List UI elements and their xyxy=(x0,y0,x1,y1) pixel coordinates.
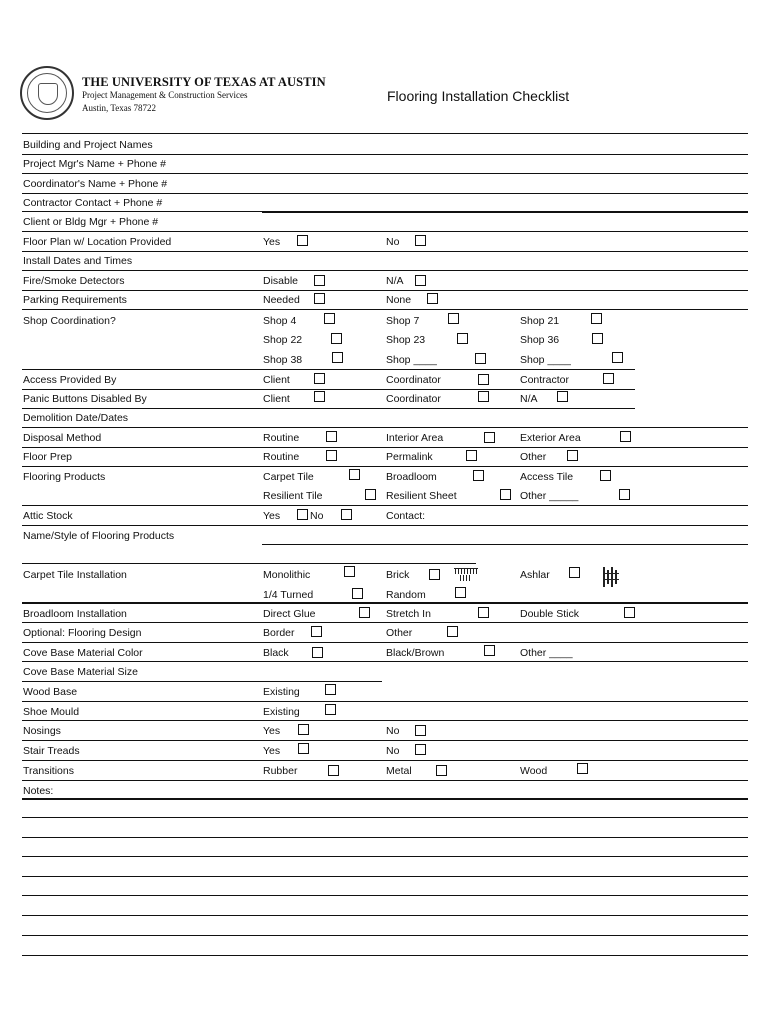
rule xyxy=(22,563,476,564)
notes-line[interactable] xyxy=(22,798,748,800)
option-label: Stretch In xyxy=(386,608,431,620)
option-label: Permalink xyxy=(386,451,433,463)
option-label: Shop 7 xyxy=(386,315,420,327)
rule xyxy=(22,389,635,390)
option-label: No xyxy=(386,236,400,248)
option-label: 1/4 Turned xyxy=(263,589,314,601)
checkbox-cove-black-brown[interactable] xyxy=(484,645,495,656)
checkbox-panic-coordinator[interactable] xyxy=(478,391,489,402)
option-label: Existing xyxy=(263,706,300,718)
option-label: Needed xyxy=(263,294,300,306)
option-label: Direct Glue xyxy=(263,608,316,620)
option-label: Client xyxy=(263,374,290,386)
option-label: Shop 22 xyxy=(263,334,303,346)
option-label: Contractor xyxy=(520,374,570,386)
checkbox-design-other[interactable] xyxy=(447,626,458,637)
checkbox-fire-na[interactable] xyxy=(415,275,426,286)
checkbox-stair-yes[interactable] xyxy=(298,743,309,754)
checkbox-stretch-in[interactable] xyxy=(478,607,489,618)
label-floor-plan: Floor Plan w/ Location Provided xyxy=(23,236,172,248)
option-label: Broadloom xyxy=(386,471,437,483)
notes-line[interactable] xyxy=(22,955,748,956)
label-attic-stock: Attic Stock xyxy=(23,510,73,522)
checkbox-panic-na[interactable] xyxy=(557,391,568,402)
checkbox-direct-glue[interactable] xyxy=(359,607,370,618)
checkbox-carpet-tile[interactable] xyxy=(349,469,360,480)
checkbox-parking-needed[interactable] xyxy=(314,293,325,304)
notes-line[interactable] xyxy=(22,915,748,916)
label-install-dates: Install Dates and Times xyxy=(23,255,133,267)
notes-line[interactable] xyxy=(22,876,748,877)
field-label-building: Building and Project Names xyxy=(23,139,153,151)
option-label: Other ____ xyxy=(520,647,573,659)
rule xyxy=(22,466,748,467)
university-seal-logo xyxy=(20,66,74,120)
rule xyxy=(22,661,748,662)
field-line-coordinator[interactable] xyxy=(22,193,748,194)
option-label: Random xyxy=(386,589,426,601)
label-parking: Parking Requirements xyxy=(23,294,127,306)
option-label: Rubber xyxy=(263,765,298,777)
checkbox-shop-36[interactable] xyxy=(592,333,603,344)
notes-line[interactable] xyxy=(22,935,748,936)
option-label: Resilient Tile xyxy=(263,490,323,502)
rule xyxy=(22,681,382,682)
checkbox-prep-other[interactable] xyxy=(567,450,578,461)
option-label: Coordinator xyxy=(386,393,441,405)
option-label: N/A xyxy=(386,275,404,287)
rule xyxy=(262,211,748,213)
checkbox-shop-other-1[interactable] xyxy=(475,353,486,364)
checkbox-double-stick[interactable] xyxy=(624,607,635,618)
checkbox-shoe-mould-existing[interactable] xyxy=(325,704,336,715)
rule xyxy=(22,642,748,643)
option-label: N/A xyxy=(520,393,538,405)
label-fire-smoke: Fire/Smoke Detectors xyxy=(23,275,125,287)
rule xyxy=(22,760,748,761)
checkbox-resilient-tile[interactable] xyxy=(365,489,376,500)
checkbox-disposal-interior[interactable] xyxy=(484,432,495,443)
label-nosings: Nosings xyxy=(23,725,61,737)
checkbox-nosings-yes[interactable] xyxy=(298,724,309,735)
option-label: Double Stick xyxy=(520,608,579,620)
checkbox-parking-none[interactable] xyxy=(427,293,438,304)
checkbox-access-tile[interactable] xyxy=(600,470,611,481)
checkbox-access-contractor[interactable] xyxy=(603,373,614,384)
label-carpet-tile-installation: Carpet Tile Installation xyxy=(23,569,127,581)
checkbox-panic-client[interactable] xyxy=(314,391,325,402)
checkbox-shop-7[interactable] xyxy=(448,313,459,324)
option-label: No xyxy=(386,725,400,737)
rule xyxy=(22,408,635,409)
option-label: Client xyxy=(263,393,290,405)
label-flooring-design: Optional: Flooring Design xyxy=(23,627,142,639)
document-title: Flooring Installation Checklist xyxy=(387,88,570,104)
label-access-provided: Access Provided By xyxy=(23,374,117,386)
option-label: Ashlar xyxy=(520,569,550,581)
checkbox-attic-no[interactable] xyxy=(341,509,352,520)
rule xyxy=(22,369,635,370)
department-address: Austin, Texas 78722 xyxy=(82,103,156,113)
checkbox-resilient-sheet[interactable] xyxy=(500,489,511,500)
option-label: Carpet Tile xyxy=(263,471,314,483)
rule xyxy=(22,133,748,134)
option-label: Shop 21 xyxy=(520,315,560,327)
checkbox-disposal-routine[interactable] xyxy=(326,431,337,442)
label-flooring-products: Flooring Products xyxy=(23,471,106,483)
label-transitions: Transitions xyxy=(23,765,74,777)
notes-line[interactable] xyxy=(22,837,748,838)
field-label-client: Client or Bldg Mgr + Phone # xyxy=(23,216,159,228)
checkbox-monolithic[interactable] xyxy=(344,566,355,577)
option-label: Monolithic xyxy=(263,569,311,581)
option-label: Black xyxy=(263,647,289,659)
checkbox-shop-23[interactable] xyxy=(457,333,468,344)
checkbox-random[interactable] xyxy=(455,587,466,598)
checkbox-floor-plan-yes[interactable] xyxy=(297,235,308,246)
checkbox-nosings-no[interactable] xyxy=(415,725,426,736)
field-line-project-mgr[interactable] xyxy=(22,173,748,174)
label-shop-coordination: Shop Coordination? xyxy=(23,315,116,327)
rule xyxy=(22,525,748,526)
rule xyxy=(22,251,748,252)
option-label: Brick xyxy=(386,569,410,581)
field-line-name-style[interactable] xyxy=(262,544,748,545)
checkbox-stair-no[interactable] xyxy=(415,744,426,755)
checkbox-attic-yes[interactable] xyxy=(297,509,308,520)
option-label: Other xyxy=(520,451,547,463)
rule xyxy=(22,505,748,506)
checkbox-shop-22[interactable] xyxy=(331,333,342,344)
option-label: No xyxy=(386,745,400,757)
field-label-contractor: Contractor Contact + Phone # xyxy=(23,197,163,209)
checkbox-shop-21[interactable] xyxy=(591,313,602,324)
checkbox-access-coordinator[interactable] xyxy=(478,374,489,385)
rule xyxy=(22,290,748,291)
notes-line[interactable] xyxy=(22,817,748,818)
option-label: Metal xyxy=(386,765,412,777)
label-demolition: Demolition Date/Dates xyxy=(23,412,129,424)
label-name-style: Name/Style of Flooring Products xyxy=(23,530,175,542)
option-label: Routine xyxy=(263,451,300,463)
option-label: Existing xyxy=(263,686,300,698)
option-label: Other xyxy=(386,627,413,639)
option-label: Yes xyxy=(263,745,281,757)
field-line-building[interactable] xyxy=(22,154,748,155)
rule xyxy=(22,427,748,428)
rule xyxy=(22,740,748,741)
option-label: Yes xyxy=(263,725,281,737)
checkbox-prep-routine[interactable] xyxy=(326,450,337,461)
checkbox-design-border[interactable] xyxy=(311,626,322,637)
option-label: Yes xyxy=(263,236,281,248)
checkbox-fire-disable[interactable] xyxy=(314,275,325,286)
option-label: None xyxy=(386,294,412,306)
option-label: No xyxy=(310,510,324,522)
checkbox-wood-base-existing[interactable] xyxy=(325,684,336,695)
checkbox-products-other[interactable] xyxy=(619,489,630,500)
label-shoe-mould: Shoe Mould xyxy=(23,706,80,718)
field-label-coordinator: Coordinator's Name + Phone # xyxy=(23,178,168,190)
label-panic-buttons: Panic Buttons Disabled By xyxy=(23,393,147,405)
option-label: Black/Brown xyxy=(386,647,445,659)
option-label: Contact: xyxy=(386,510,426,522)
label-floor-prep: Floor Prep xyxy=(23,451,73,463)
checkbox-floor-plan-no[interactable] xyxy=(415,235,426,246)
option-label: Border xyxy=(263,627,295,639)
notes-line[interactable] xyxy=(22,856,748,857)
label-broadloom-installation: Broadloom Installation xyxy=(23,608,127,620)
option-label: Interior Area xyxy=(386,432,444,444)
rule xyxy=(22,720,748,721)
rule xyxy=(22,622,748,623)
checkbox-shop-4[interactable] xyxy=(324,313,335,324)
option-label: Other _____ xyxy=(520,490,579,502)
rule xyxy=(22,447,748,448)
option-label: Yes xyxy=(263,510,281,522)
ashlar-pattern-icon xyxy=(603,567,619,587)
checkbox-ashlar[interactable] xyxy=(569,567,580,578)
label-notes: Notes: xyxy=(23,785,54,797)
option-label: Wood xyxy=(520,765,548,777)
checkbox-transition-metal[interactable] xyxy=(436,765,447,776)
checkbox-quarter-turned[interactable] xyxy=(352,588,363,599)
checkbox-brick[interactable] xyxy=(429,569,440,580)
field-label-project-mgr: Project Mgr's Name + Phone # xyxy=(23,158,166,170)
option-label: Resilient Sheet xyxy=(386,490,457,502)
label-disposal: Disposal Method xyxy=(23,432,102,444)
department-name: Project Management & Construction Services xyxy=(82,90,248,100)
checkbox-disposal-exterior[interactable] xyxy=(620,431,631,442)
checkbox-transition-rubber[interactable] xyxy=(328,765,339,776)
rule xyxy=(22,701,748,702)
checkbox-transition-wood[interactable] xyxy=(577,763,588,774)
notes-line[interactable] xyxy=(22,895,748,896)
option-label: Shop 23 xyxy=(386,334,426,346)
checkbox-cove-black[interactable] xyxy=(312,647,323,658)
rule xyxy=(22,602,748,604)
rule xyxy=(22,309,748,310)
option-label: Shop 4 xyxy=(263,315,297,327)
option-label: Shop 38 xyxy=(263,354,303,366)
rule xyxy=(22,270,748,271)
checkbox-shop-other-2[interactable] xyxy=(612,352,623,363)
checkbox-prep-permalink[interactable] xyxy=(466,450,477,461)
checkbox-access-client[interactable] xyxy=(314,373,325,384)
option-label: Access Tile xyxy=(520,471,574,483)
option-label: Exterior Area xyxy=(520,432,581,444)
label-cove-base-size: Cove Base Material Size xyxy=(23,666,138,678)
checkbox-broadloom[interactable] xyxy=(473,470,484,481)
field-line-client[interactable] xyxy=(22,231,748,232)
option-label: Disable xyxy=(263,275,299,287)
option-label: Shop ____ xyxy=(520,354,571,366)
option-label: Routine xyxy=(263,432,300,444)
option-label: Shop 36 xyxy=(520,334,560,346)
option-label: Shop ____ xyxy=(386,354,437,366)
rule xyxy=(22,780,748,781)
brick-pattern-icon xyxy=(454,568,478,582)
label-cove-base-color: Cove Base Material Color xyxy=(23,647,143,659)
label-wood-base: Wood Base xyxy=(23,686,78,698)
checkbox-shop-38[interactable] xyxy=(332,352,343,363)
university-name: THE UNIVERSITY OF TEXAS AT AUSTIN xyxy=(82,75,326,89)
option-label: Coordinator xyxy=(386,374,441,386)
label-stair-treads: Stair Treads xyxy=(23,745,80,757)
